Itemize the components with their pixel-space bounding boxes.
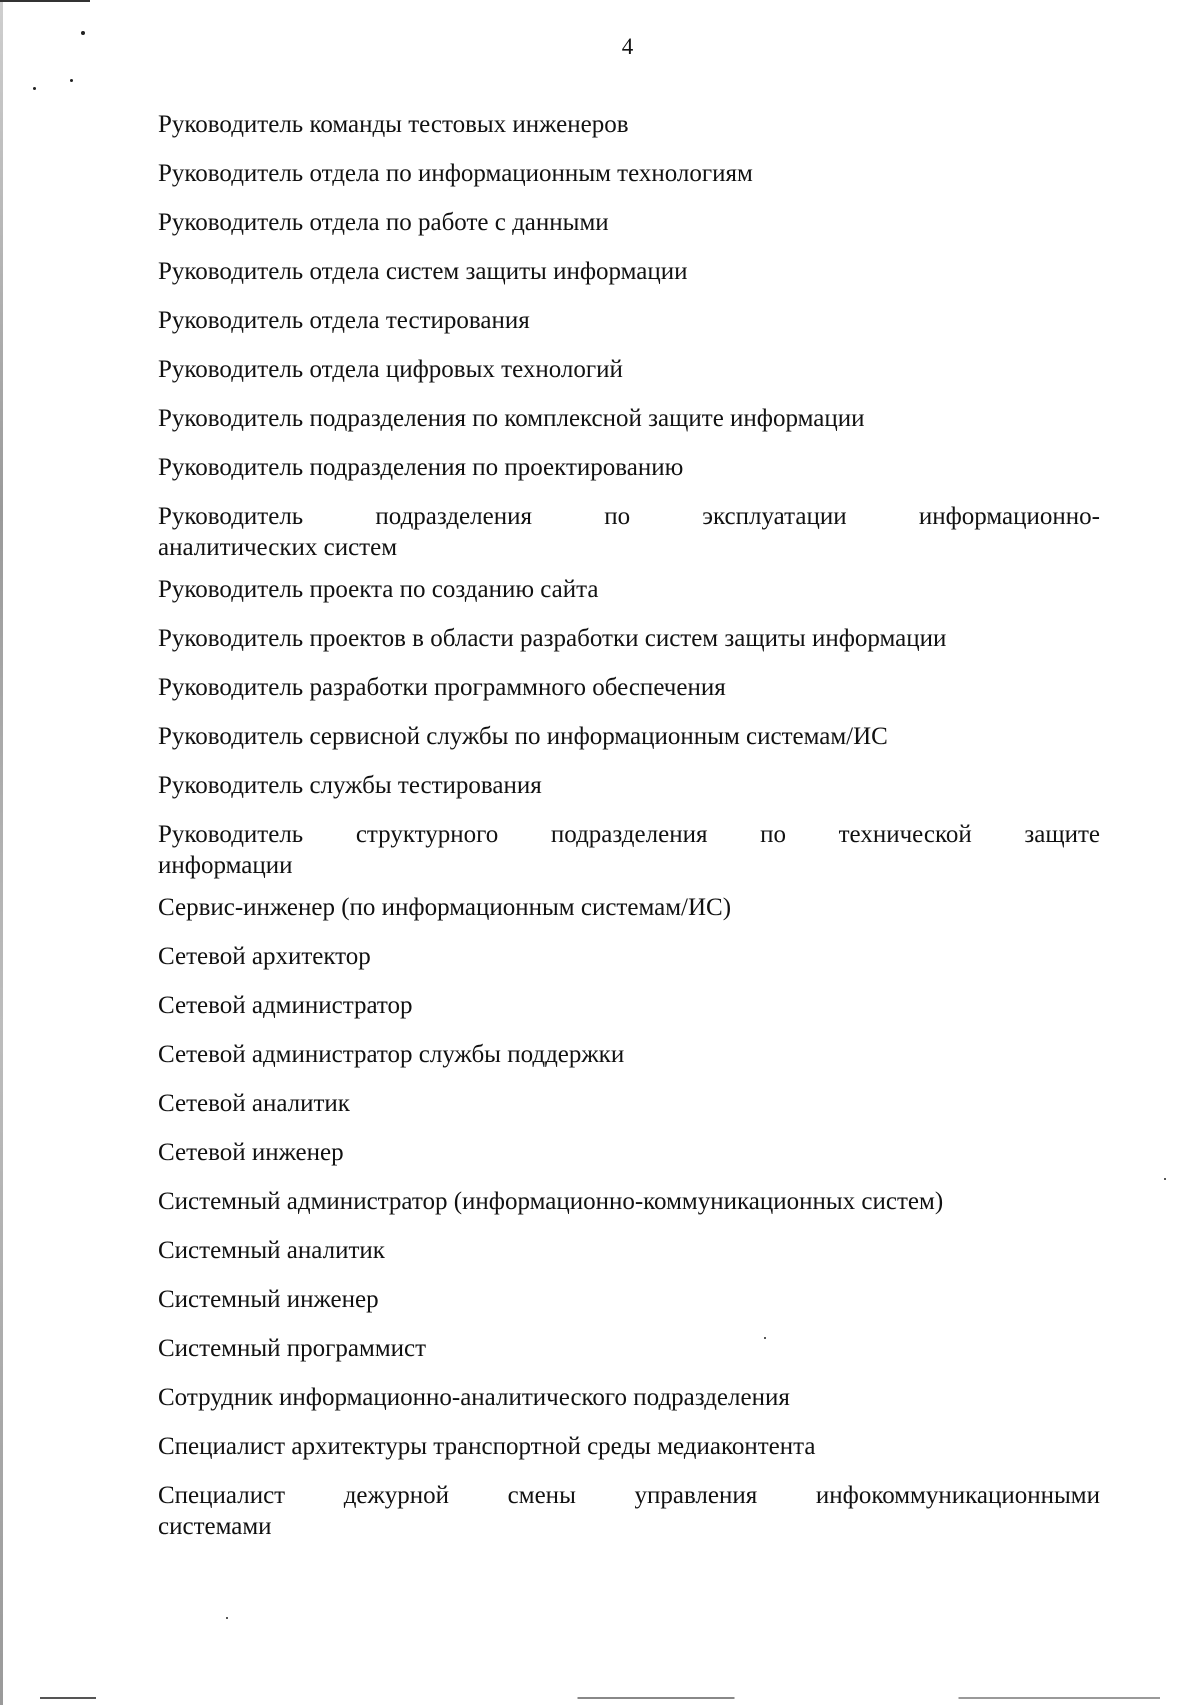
list-item: Сетевой аналитик (158, 1090, 350, 1117)
list-item: Сотрудник информационно-аналитического подразделения (158, 1384, 790, 1411)
scan-left-edge (0, 0, 3, 1705)
list-item: Руководитель отдела тестирования (158, 307, 530, 334)
list-item-line: системами (158, 1513, 272, 1540)
list-item: Системный аналитик (158, 1237, 385, 1264)
position-list (158, 108, 1100, 1552)
list-item-multiline (158, 1479, 1100, 1542)
scan-speck (226, 1617, 228, 1619)
list-item: Руководитель команды тестовых инженеров (158, 111, 629, 138)
list-item: Сетевой администратор службы поддержки (158, 1041, 625, 1068)
list-item: Специалист архитектуры транспортной среды медиаконтента (158, 1433, 816, 1460)
list-item-multiline (158, 500, 1100, 563)
list-item-line: аналитических систем (158, 534, 398, 561)
list-item: Сетевой инженер (158, 1139, 344, 1166)
list-item: Руководитель подразделения по комплексной защите информации (158, 405, 865, 432)
page-number: 4 (621, 34, 634, 59)
list-item: Руководитель проектов в области разработки систем защиты информации (158, 625, 947, 652)
list-item: Руководитель отдела по информационным технологиям (158, 160, 753, 187)
list-item: Системный инженер (158, 1286, 379, 1313)
scan-speck (70, 79, 73, 82)
list-item-multiline (158, 818, 1100, 881)
scan-speck (33, 87, 36, 90)
list-item-line: Руководитель структурного подразделения по технической защите (158, 821, 1100, 848)
list-item: Руководитель подразделения по проектированию (158, 454, 684, 481)
list-item: Сетевой архитектор (158, 943, 371, 970)
scan-top-line (0, 0, 90, 2)
list-item: Руководитель службы тестирования (158, 772, 542, 799)
list-item: Руководитель отдела систем защиты информации (158, 258, 688, 285)
list-item: Руководитель сервисной службы по информационным системам/ИС (158, 723, 888, 750)
list-item: Системный администратор (информационно-коммуникационных систем) (158, 1188, 944, 1215)
list-item: Системный программист (158, 1335, 427, 1362)
list-item-line: информации (158, 852, 293, 879)
scan-speck (1164, 1178, 1166, 1180)
list-item: Сетевой администратор (158, 992, 413, 1019)
list-item: Сервис-инженер (по информационным системам/ИС) (158, 894, 732, 921)
list-item: Руководитель отдела цифровых технологий (158, 356, 623, 383)
list-item-line: Специалист дежурной смены управления инфокоммуникационными (158, 1482, 1100, 1509)
list-item: Руководитель отдела по работе с данными (158, 209, 609, 236)
list-item: Руководитель проекта по созданию сайта (158, 576, 599, 603)
list-item: Руководитель разработки программного обеспечения (158, 674, 726, 701)
scan-bottom-line (40, 1697, 1160, 1699)
list-item-line: Руководитель подразделения по эксплуатации информационно- (158, 503, 1100, 530)
